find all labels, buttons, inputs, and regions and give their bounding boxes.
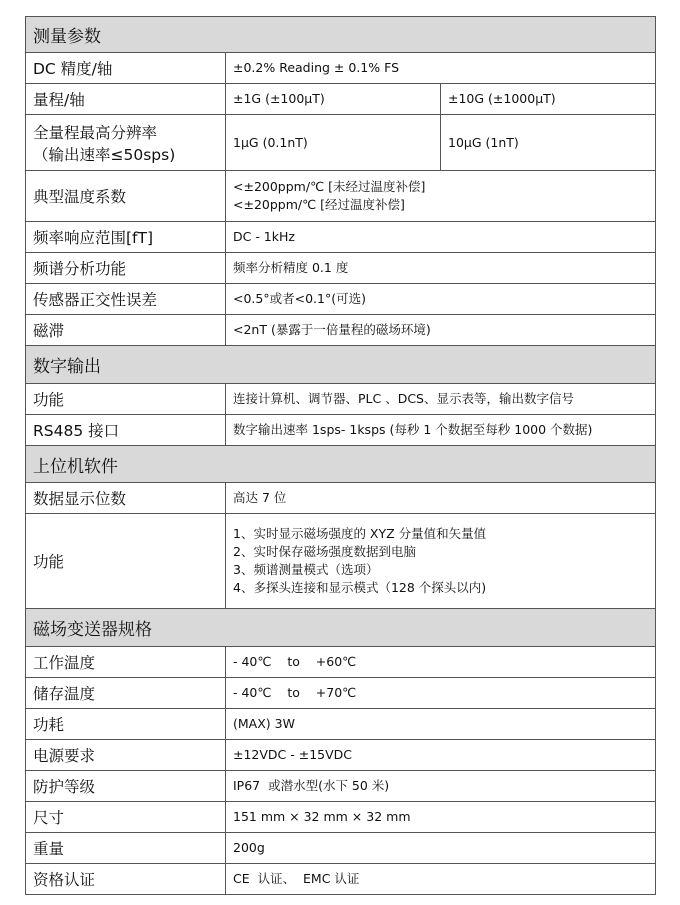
row-value: 连接计算机、调节器、PLC 、DCS、显示表等，输出数字信号 [226, 384, 656, 415]
spec-row [26, 415, 656, 446]
value-line: 3、频谱测量模式（选项） [233, 562, 379, 577]
row-value-2: 10μG (1nT) [441, 115, 656, 171]
spec-row [26, 709, 656, 740]
row-value: 151 mm × 32 mm × 32 mm [226, 802, 656, 833]
row-value: ±12VDC - ±15VDC [226, 740, 656, 771]
row-value: ±1G (±100μT) [226, 84, 441, 115]
row-label: 重量 [26, 833, 226, 864]
section-header-transmitter-spec [26, 609, 656, 647]
row-label: 电源要求 [26, 740, 226, 771]
spec-row [26, 253, 656, 284]
row-value: DC - 1kHz [226, 222, 656, 253]
spec-row [26, 678, 656, 709]
row-label: DC 精度/轴 [26, 53, 226, 84]
spec-row [26, 833, 656, 864]
row-label: RS485 接口 [26, 415, 226, 446]
row-label: 功耗 [26, 709, 226, 740]
row-label: 量程/轴 [26, 84, 226, 115]
row-value: IP67 或潜水型(水下 50 米) [226, 771, 656, 802]
row-value: <2nT (暴露于一倍量程的磁场环境) [226, 315, 656, 346]
row-value: 数字输出速率 1sps- 1ksps (每秒 1 个数据至每秒 1000 个数据) [226, 415, 656, 446]
label-line: 全量程最高分辨率 [33, 123, 158, 142]
spec-row [26, 514, 656, 609]
spec-row [26, 53, 656, 84]
row-label: 功能 [26, 384, 226, 415]
row-label: 尺寸 [26, 802, 226, 833]
spec-table [25, 16, 656, 895]
row-value [226, 514, 656, 609]
section-title: 测量参数 [26, 17, 656, 53]
row-value: - 40℃ to +60℃ [226, 647, 656, 678]
row-label: 数据显示位数 [26, 483, 226, 514]
value-line: 2、实时保存磁场强度数据到电脑 [233, 544, 416, 559]
row-label: 频谱分析功能 [26, 253, 226, 284]
row-label: 功能 [26, 514, 226, 609]
spec-row [26, 802, 656, 833]
value-line: 4、多探头连接和显示模式（128 个探头以内) [233, 580, 487, 595]
spec-row [26, 284, 656, 315]
row-value: - 40℃ to +70℃ [226, 678, 656, 709]
row-label: 工作温度 [26, 647, 226, 678]
spec-row [26, 483, 656, 514]
row-value: ±0.2% Reading ± 0.1% FS [226, 53, 656, 84]
row-value: 高达 7 位 [226, 483, 656, 514]
section-header-software [26, 446, 656, 483]
row-label: 典型温度系数 [26, 171, 226, 222]
value-line: <±20ppm/℃ [经过温度补偿] [233, 197, 405, 212]
row-label: 传感器正交性误差 [26, 284, 226, 315]
spec-row [26, 864, 656, 895]
section-title: 上位机软件 [26, 446, 656, 483]
row-value: 200g [226, 833, 656, 864]
row-value: 频率分析精度 0.1 度 [226, 253, 656, 284]
row-value-2: ±10G (±1000μT) [441, 84, 656, 115]
row-label: 储存温度 [26, 678, 226, 709]
section-title: 数字输出 [26, 346, 656, 384]
spec-row [26, 315, 656, 346]
row-value [226, 171, 656, 222]
spec-row [26, 171, 656, 222]
section-header-measurement [26, 17, 656, 53]
value-line: 1、实时显示磁场强度的 XYZ 分量值和矢量值 [233, 526, 487, 541]
row-value: 1μG (0.1nT) [226, 115, 441, 171]
spec-row [26, 771, 656, 802]
section-header-digital-output [26, 346, 656, 384]
label-line: （输出速率≤50sps) [33, 145, 176, 164]
spec-row [26, 84, 656, 115]
row-value: (MAX) 3W [226, 709, 656, 740]
row-label: 资格认证 [26, 864, 226, 895]
section-title: 磁场变送器规格 [26, 609, 656, 647]
row-value: <0.5°或者<0.1°(可选) [226, 284, 656, 315]
row-label: 防护等级 [26, 771, 226, 802]
row-value: CE 认证、 EMC 认证 [226, 864, 656, 895]
value-line: <±200ppm/℃ [未经过温度补偿] [233, 179, 426, 194]
row-label: 磁滞 [26, 315, 226, 346]
spec-row [26, 115, 656, 171]
row-label: 频率响应范围[fT] [26, 222, 226, 253]
spec-row [26, 222, 656, 253]
row-label [26, 115, 226, 171]
spec-row [26, 740, 656, 771]
spec-row [26, 647, 656, 678]
spec-row [26, 384, 656, 415]
